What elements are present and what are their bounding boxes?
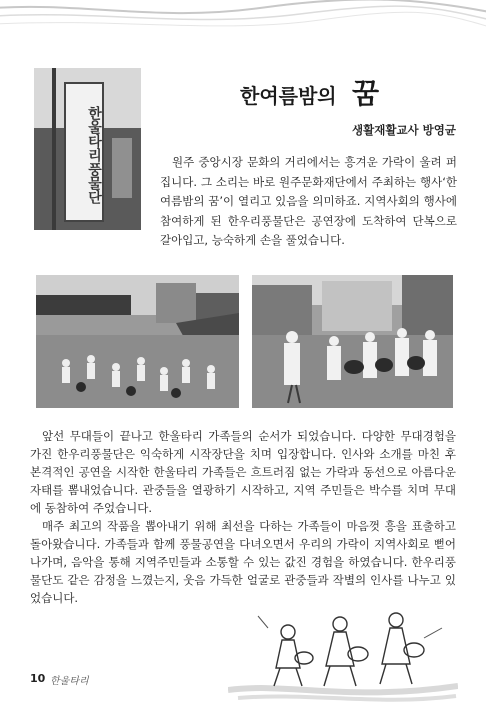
body-paragraph-2: 매주 최고의 작품을 뽑아내기 위해 최선을 다하는 가족들이 마음껏 흥을 표출하고 돌아왔습니다. 가족들과 함께 풍물공연을 다녀오면서 우리의 가락이 지역사회로 뻗어 나가며, 음악을 통해 지역주민들과 소통할 수 있는 값진 경험을 하였습니다. 한우리풍물단도 같은 감정을 느꼈는지, 웃음 가득한 얼굴로 관중들과 작별의 인사를 나누고 있었습니다. (30, 519, 456, 605)
drummers-illustration (228, 598, 458, 708)
article-title (240, 74, 440, 110)
banner-text: 한울타리풍물단 (86, 106, 102, 204)
parade-performance-photo (252, 275, 453, 408)
intro-paragraph (160, 153, 457, 251)
title-main: 한여름밤의 (240, 84, 337, 108)
stage-performance-photo (36, 275, 239, 408)
body-paragraphs (30, 427, 456, 607)
pungmul-banner (64, 82, 104, 222)
title-accent: 꿈 (352, 77, 380, 110)
intro-text: 원주 중앙시장 문화의 거리에서는 흥겨운 가락이 울려 퍼집니다. 그 소리는 바로 원주문화재단에서 주최하는 행사‘한여름밤의 꿈’이 열리고 있음을 의미하죠. 지역사회의 행사에 참여하게 된 한우리풍물단은 공연장에 도착하여 단복으로 갈아입고, 능숙하게 손을 풀었습니다. (160, 155, 457, 247)
page-footer (30, 672, 150, 690)
banner-photo (34, 68, 141, 230)
author-byline: 생활재활교사 방영균 (352, 123, 456, 137)
page-number: 10 (30, 672, 46, 685)
top-brush-decoration (0, 0, 486, 40)
footer-logo: 한울타리 (50, 676, 89, 687)
body-paragraph-1: 앞선 무대들이 끝나고 한울타리 가족들의 순서가 되었습니다. 다양한 무대경험을 가진 한우리풍물단은 익숙하게 시작장단을 치며 입장합니다. 인사와 소개를 마친 후 본격적인 공연을 시작한 한울타리 가족들은 흐트러짐 없는 가락과 동선으로 아름다운 자태를 뽐내었습니다. 관중들을 열광하기 시작하고, 지역 주민들은 박수를 치며 무대에 동참하여 주었습니다. (30, 429, 456, 515)
